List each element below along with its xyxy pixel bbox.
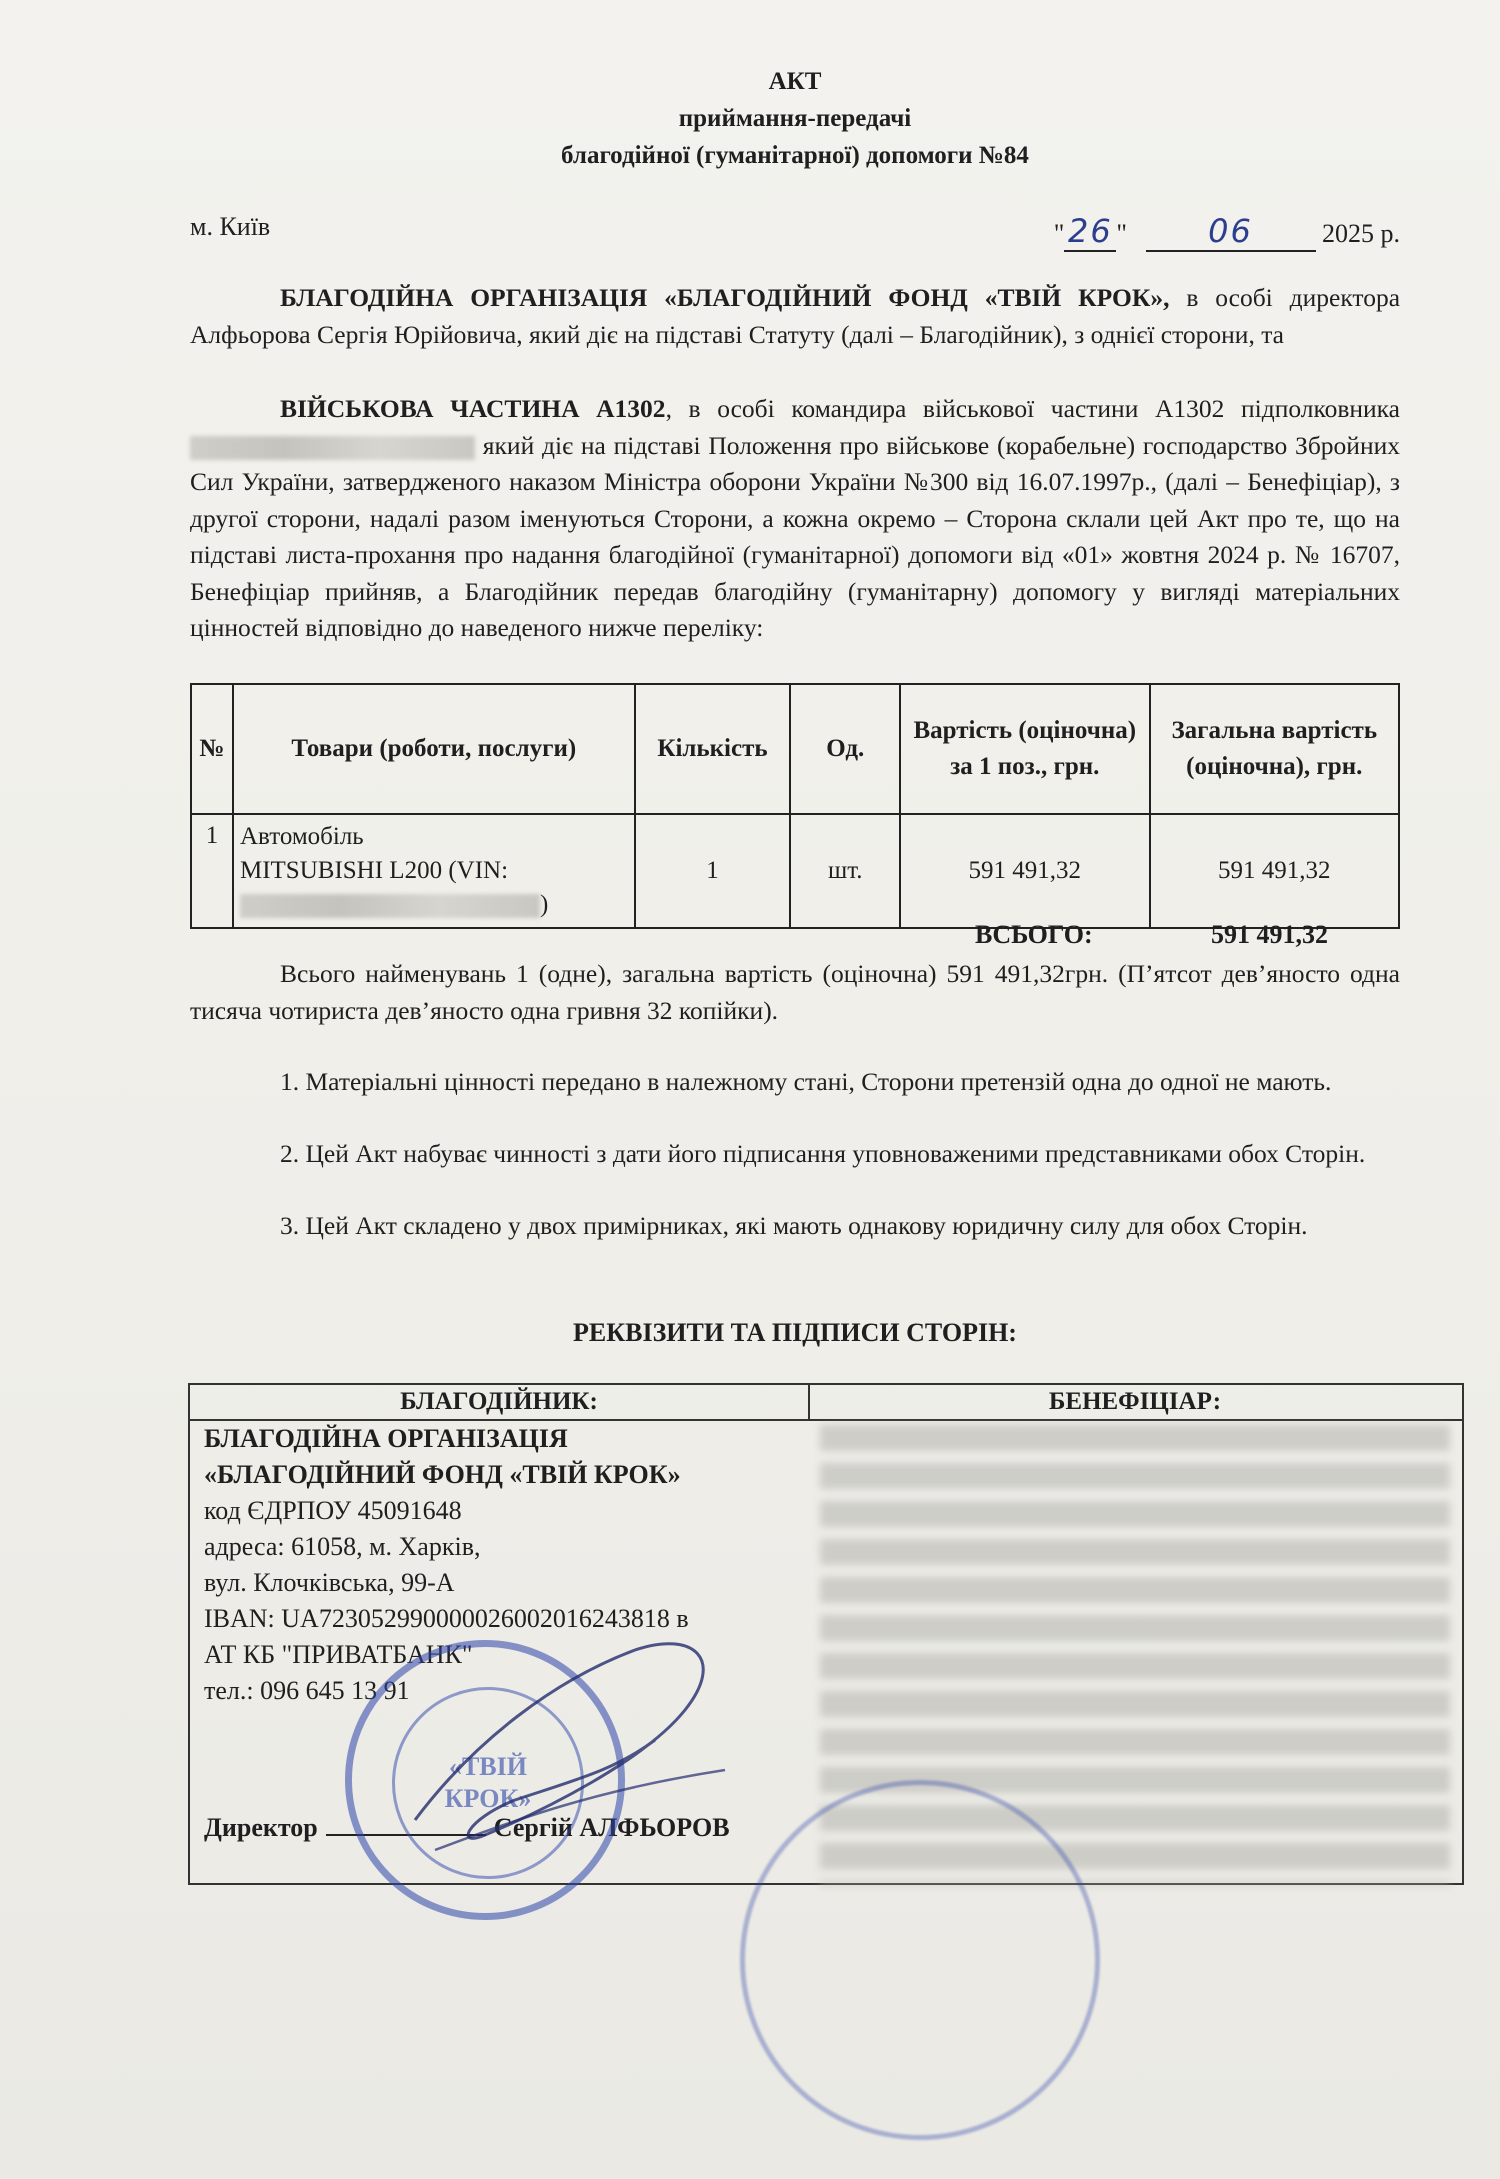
beneficiary-header: БЕНЕФІЦІАР: — [808, 1385, 1462, 1421]
col-header-num: № — [191, 684, 233, 814]
parties-paragraph-1 — [190, 280, 1400, 353]
col-header-price: Вартість (оціночна) за 1 поз., грн. — [900, 684, 1149, 814]
unit-name: ВІЙСЬКОВА ЧАСТИНА А1302 — [280, 394, 666, 423]
donor-org-name: БЛАГОДІЙНА ОРГАНІЗАЦІЯ «БЛАГОДІЙНИЙ ФОНД «ТВІЙ КРОК», — [280, 283, 1170, 312]
donor-address-2: вул. Клочківська, 99-А — [204, 1568, 455, 1597]
donor-bank: АТ КБ "ПРИВАТБАНК" — [204, 1640, 473, 1669]
signature-scribble — [395, 1620, 755, 1860]
donor-name-1: БЛАГОДІЙНА ОРГАНІЗАЦІЯ — [204, 1424, 568, 1453]
clause-3: 3. Цей Акт складено у двох примірниках, які мають однакову юридичну силу для обох Сторін. — [280, 1211, 1308, 1240]
summary-paragraph: Всього найменувань 1 (одне), загальна вартість (оціночна) 591 491,32грн. (П’ятсот дев’яносто одна тисяча чотириста дев’яносто одна гривня 32 копійки). — [190, 959, 1400, 1025]
cell-price: 591 491,32 — [900, 814, 1149, 928]
donor-address-1: адреса: 61058, м. Харків, — [204, 1532, 481, 1561]
goods-line-3-end: ) — [539, 891, 549, 918]
cell-qty: 1 — [635, 814, 791, 928]
clause-2: 2. Цей Акт набуває чинності з дати його підписання уповноваженими представниками обох Сторін. — [280, 1139, 1366, 1168]
donor-iban: IBAN: UA723052990000026002016243818 в — [204, 1604, 689, 1633]
total-value: 591 491,32 — [1211, 920, 1328, 949]
unit-text-2: який діє на підставі Положення про військове (корабельне) господарство Збройних Сил України, затвердженого наказом Міністра оборони України №300 від 16.07.1997р., (далі – Бенефіціар), з другої сторони, надалі разом іменуються Сторони, а кожна окремо – Сторона склали цей Акт про те, що на підставі листа-прохання про надання благодійної (гуманітарної) допомоги від «01» жовтня 2024 р. № 16707, Бенефіціар прийняв, а Благодійник передав благодійну (гуманітарну) допомогу у вигляді матеріальних цінностей відповідно до наведеного нижче переліку: — [190, 430, 1400, 642]
col-header-unit: Од. — [790, 684, 900, 814]
goods-line-1: Автомобіль — [239, 823, 364, 850]
donor-org-rest: в особі директора Алфьорова Сергія Юрійовича, який діє на підставі Статуту (далі – Благодійник), з однієї сторони, та — [190, 283, 1401, 349]
doc-title: АКТ — [768, 68, 822, 95]
cell-total: 591 491,32 — [1150, 814, 1399, 928]
requisites-title: РЕКВІЗИТИ ТА ПІДПИСИ СТОРІН: — [573, 1318, 1017, 1347]
goods-line-2: MITSUBISHI L200 (VIN: — [239, 857, 509, 884]
date-year: 2025 р. — [1322, 219, 1400, 248]
goods-line-3 — [240, 888, 628, 922]
table-row — [191, 814, 1399, 928]
items-table — [190, 683, 1400, 929]
cell-num: 1 — [191, 814, 233, 928]
parties-paragraph-2 — [190, 391, 1400, 647]
beneficiary-stamp — [740, 1780, 1100, 2140]
stamp-text-2: КРОК» — [444, 1784, 532, 1813]
date-quote-close: " — [1116, 219, 1127, 248]
cell-goods — [233, 814, 635, 928]
table-header-row — [191, 684, 1399, 814]
col-header-total: Загальна вартість (оціночна), грн. — [1150, 684, 1399, 814]
date-quote-open: " — [1053, 219, 1065, 248]
donor-edrpou: код ЄДРПОУ 45091648 — [204, 1496, 462, 1525]
col-header-goods: Товари (роботи, послуги) — [233, 684, 635, 814]
cell-unit: шт. — [790, 814, 900, 928]
doc-subtitle: приймання-передачі — [678, 105, 912, 132]
doc-subtitle-2: благодійної (гуманітарної) допомоги №84 — [561, 142, 1029, 169]
unit-text-1: , в особі командира військової частини А1302 підполковника — [665, 394, 1400, 423]
col-header-qty: Кількість — [635, 684, 791, 814]
total-label: ВСЬОГО: — [975, 920, 1093, 949]
date-month: 06 — [1146, 212, 1316, 252]
donor-name-2: «БЛАГОДІЙНИЙ ФОНД «ТВІЙ КРОК» — [204, 1460, 681, 1489]
sign-name: Сергій АЛФЬОРОВ — [493, 1813, 730, 1842]
redacted-vin — [240, 894, 540, 918]
place-date-line — [190, 212, 1400, 252]
date-day: 26 — [1064, 212, 1116, 252]
sign-role: Директор — [204, 1813, 318, 1842]
date — [1054, 212, 1400, 252]
redacted-name — [190, 436, 475, 460]
donor-phone: тел.: 096 645 13 91 — [204, 1676, 410, 1705]
city: м. Київ — [190, 212, 271, 241]
stamp-text-1: «ТВІЙ — [448, 1752, 527, 1781]
donor-header: БЛАГОДІЙНИК: — [190, 1385, 810, 1421]
clause-1: 1. Матеріальні цінності передано в належному стані, Сторони претензій одна до одної не мають. — [280, 1067, 1332, 1096]
